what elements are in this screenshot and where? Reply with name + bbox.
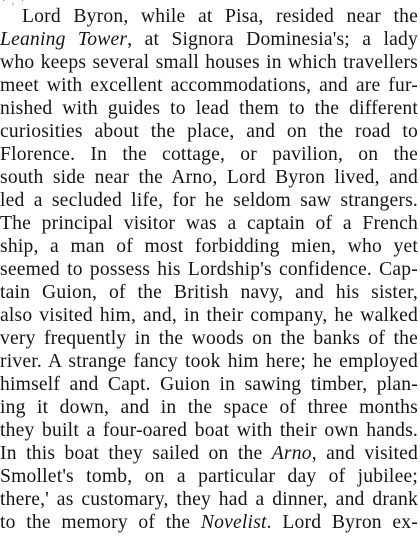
text-run: very frequently in the woods on the banks of the [0, 328, 418, 349]
text-run: Smollet's tomb, on a particular day of jubilee; [0, 466, 418, 487]
text-run: , at Signora Dominesia's; a lady [127, 29, 418, 50]
text-run: In this boat they sailed on the [0, 443, 272, 464]
text-run: there,' as customary, they had a dinner, and drank [0, 489, 418, 510]
italic-text-run: Leaning Tower [0, 29, 128, 50]
text-run: led a secluded life, for he seldom saw strangers. [0, 190, 418, 211]
text-run: Lord Byron, while at Pisa, resided near the [22, 6, 418, 27]
text-run: seemed to possess his Lordship's confidence. Cap- [0, 259, 418, 280]
text-run: nished with guides to lead them to the different [0, 98, 418, 119]
text-run: ship, a man of most forbidding mien, who yet [0, 236, 418, 257]
text-run: who keeps several small houses in which travellers [0, 52, 418, 73]
top-edge-specks: · , · [2, 0, 27, 7]
italic-text-run: Novelist [200, 512, 267, 533]
text-run: , and visited [311, 443, 419, 464]
text-line [0, 510, 418, 536]
italic-text-run: Arno [271, 443, 312, 464]
text-run: south side near the Arno, Lord Byron lived, and [0, 167, 418, 188]
text-run: river. A strange fancy took him here; he employed [0, 351, 418, 372]
text-run: curiosities about the place, and on the road to [0, 121, 418, 142]
text-run: also visited him, and, in their company, he walked [0, 305, 418, 326]
text-run: Florence. In the cottage, or pavilion, on the [0, 144, 418, 165]
text-run: they built a four-oared boat with their own hands. [0, 420, 418, 441]
text-run: The principal visitor was a captain of a French [0, 213, 418, 234]
text-run: to the memory of the [0, 512, 201, 533]
text-run: meet with excellent accommodations, and are fur- [0, 75, 418, 96]
text-run: tain Guion, of the British navy, and his sister, [0, 282, 418, 303]
text-run: ing it down, and in the space of three months [0, 397, 418, 418]
text-run: . Lord Byron ex- [266, 512, 419, 533]
text-run: himself and Capt. Guion in sawing timber, plan- [0, 374, 418, 395]
